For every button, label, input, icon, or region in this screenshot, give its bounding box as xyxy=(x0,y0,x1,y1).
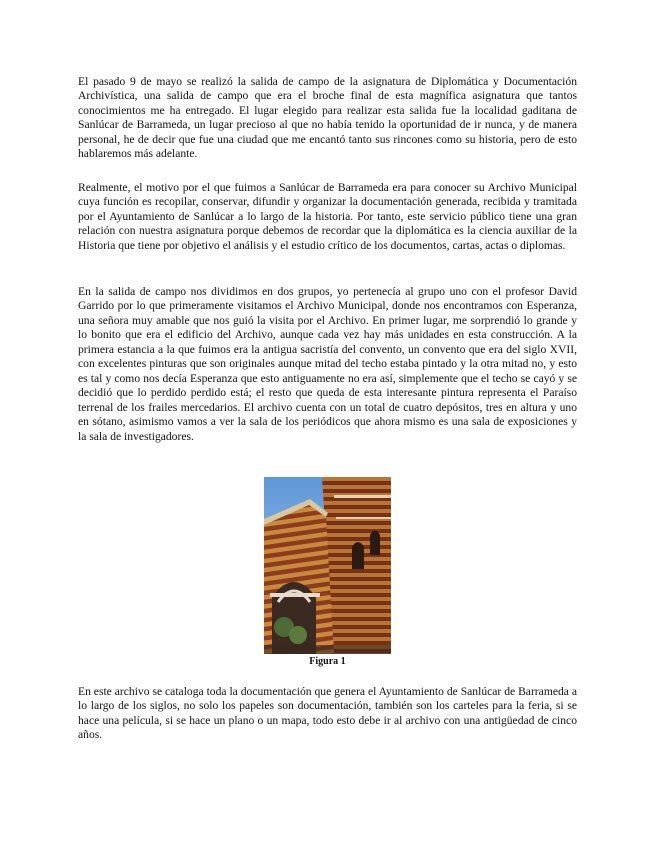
paragraph-visit: En la salida de campo nos dividimos en dos grupos, yo pertenecía al grupo uno con el profesor David Garrido por lo que primeramente visitamos el Archivo Municipal, donde nos encontramos con Esperanza, una señora muy amable que nos guió la visita por el Archivo. En primer lugar, me sorprendió lo grande y lo bonito que era el edificio del Archivo, aunque cada vez hay más unidades en esta construcción. A la primera estancia a la que fuimos era la antigua sacristía del convento, un convento que era del siglo XVII, con excelentes pinturas que son originales aunque mitad del techo estaba pintado y la otra mitad no, y esto es tal y como nos decía Esperanza que esto antiguamente no era así, simplemente que el techo se cayó y se decidió que lo perdido perdido está; el resto que queda de esta interesante pintura representa el Paraíso terrenal de los frailes mercedarios. El archivo cuenta con un total de cuatro depósitos, tres en altura y uno en sótano, asimismo vamos a ver la sala de los periódicos que ahora mismo es una sala de exposiciones y la sala de investigadores. xyxy=(78,285,577,443)
paragraph-motive: Realmente, el motivo por el que fuimos a Sanlúcar de Barrameda era para conocer su Archivo Municipal cuya función es recopilar, conservar, difundir y organizar la documentación generada, recibida y tramitada por el Ayuntamiento de Sanlúcar a lo largo de la historia. Por tanto, este servicio público tiene una gran relación con nuestra asignatura porque debemos de recordar que la diplomática es la ciencia auxiliar de la Historia que tiene por objetivo el análisis y el estudio crítico de los documentos, cartas, actas o diplomas. xyxy=(78,181,577,252)
paragraph-catalog: En este archivo se cataloga toda la documentación que genera el Ayuntamiento de Sanlúcar de Barrameda a lo largo de los siglos, no solo los papeles son documentación, también son los carteles para la feria, si se hace una película, si se hace un plano o un mapa, todo esto debe ir al archivo con una antigüedad de cinco años. xyxy=(78,685,577,742)
paragraph-intro: El pasado 9 de mayo se realizó la salida de campo de la asignatura de Diplomática y Documentación Archivística, una salida de campo que era el broche final de esta magnífica asignatura que tantos conocimientos me ha entregado. El lugar elegido para realizar esta salida fue la localidad gaditana de Sanlúcar de Barrameda, un lugar precioso al que no había tenido la oportunidad de ir nunca, y de manera personal, he de decir que fue una ciudad que me encantó tanto sus rincones como su historia, pero de esto hablaremos más adelante. xyxy=(78,75,577,161)
figure-caption: Figura 1 xyxy=(309,656,346,667)
archive-building-photo xyxy=(264,477,391,654)
